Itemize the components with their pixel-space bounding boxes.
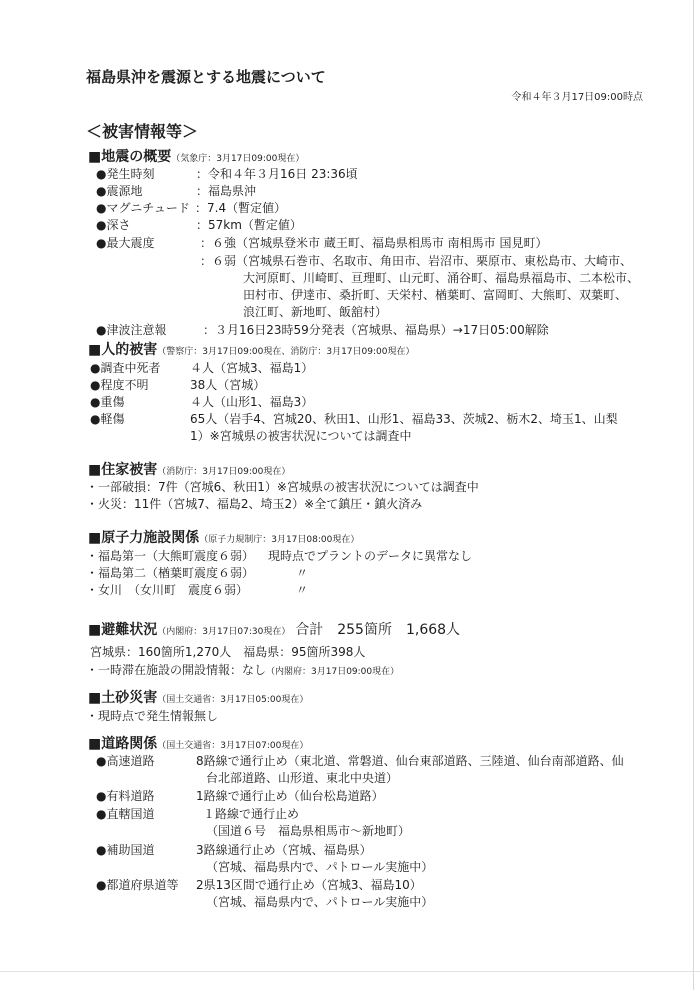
expressway-value-line-1: 8路線で通行止め（東北道、常磐道、仙台東部道路、三陸道、仙台南部道路、仙 xyxy=(196,754,624,768)
missing-value: 38人（宮城） xyxy=(190,378,266,392)
quake-time-label: ●発生時刻 xyxy=(96,167,155,181)
minor-injury-value-line-1: 65人（岩手4、宮城20、秋田1、山形1、福島33、茨城2、栃木2、埼玉1、山梨 xyxy=(190,412,618,426)
housing-source: （消防庁：3月17日09:00現在） xyxy=(157,467,291,477)
nuclear-fukushima-2: ・福島第二（楢葉町震度６弱） xyxy=(86,566,255,580)
depth-label: ●深さ xyxy=(96,218,131,232)
ditto-mark: 〃 xyxy=(296,583,309,597)
landslide-heading xyxy=(88,687,308,707)
prefectural-road-label: ●都道府県道等 xyxy=(96,878,179,892)
section-title: ＜被害情報等＞ xyxy=(86,122,199,141)
intensity-6-weak-line-1: ：６弱（宮城県石巻市、名取市、角田市、岩沼市、栗原市、東松島市、大崎市、 xyxy=(200,254,633,268)
auxiliary-road-label: ●補助国道 xyxy=(96,843,155,857)
max-intensity-label: ●最大震度 xyxy=(96,236,155,250)
earthquake-heading xyxy=(88,146,304,166)
dead-value: ４人（宮城3、福島1） xyxy=(190,361,314,375)
evacuation-by-prefecture: 宮城県：160箇所1,270人 福島県：95箇所398人 xyxy=(90,645,366,659)
missing-label: ●程度不明 xyxy=(90,378,149,392)
roads-source: （国土交通省：3月17日07:00現在） xyxy=(157,741,309,751)
housing-heading xyxy=(88,459,290,479)
housing-line-1: ・一部破損：7件（宮城6、秋田1）※宮城県の被害状況については調査中 xyxy=(86,480,479,494)
temporary-facility-source: （内閣府：3月17日09:00現在） xyxy=(266,667,400,677)
roads-heading-text: ■道路関係 xyxy=(88,736,158,752)
magnitude-value: ：7.4（暫定値） xyxy=(195,201,287,215)
auxiliary-road-value-line-1: 3路線通行止め（宮城、福島県） xyxy=(196,843,372,857)
serious-injury-label: ●重傷 xyxy=(90,395,125,409)
depth-value: ：57km（暫定値） xyxy=(196,218,302,232)
quake-time-value: ：令和４年３月16日 23:36頃 xyxy=(196,167,358,181)
page-edge-right xyxy=(693,0,694,990)
dead-label: ●調査中死者 xyxy=(90,361,161,375)
temporary-facility-info xyxy=(86,661,399,678)
expressway-value-line-2: 台北部道路、山形道、東北中央道） xyxy=(206,771,399,785)
epicenter-label: ●震源地 xyxy=(96,184,143,198)
epicenter-value: ：福島県沖 xyxy=(196,184,257,198)
nuclear-source: （原子力規制庁：3月17日08:00現在） xyxy=(199,535,360,545)
intensity-6-weak-line-3: 田村市、伊達市、桑折町、天栄村、楢葉町、富岡町、大熊町、双葉町、 xyxy=(243,288,628,302)
landslide-heading-text: ■土砂災害 xyxy=(88,690,158,706)
landslide-line-1: ・現時点で発生情報無し xyxy=(86,709,219,723)
nuclear-fukushima-1: ・福島第一（大熊町震度６弱） xyxy=(86,549,255,563)
housing-line-2: ・火災：11件（宮城7、福島2、埼玉2）※全て鎮圧・鎮火済み xyxy=(86,497,423,511)
toll-road-value: 1路線で通行止め（仙台松島道路） xyxy=(196,789,384,803)
evacuation-heading-text: ■避難状況 xyxy=(88,622,158,638)
evacuation-source: （内閣府：3月17日07:30現在） xyxy=(157,627,291,637)
earthquake-heading-text: ■地震の概要 xyxy=(88,149,172,165)
tsunami-label: ●津波注意報 xyxy=(96,323,167,337)
auxiliary-road-value-line-2: （宮城、福島県内で、パトロール実施中） xyxy=(206,860,434,874)
minor-injury-value-line-2: 1）※宮城県の被害状況については調査中 xyxy=(190,429,412,443)
national-road-value-line-2: （国道６号 福島県相馬市～新地町） xyxy=(206,824,411,838)
magnitude-label: ●マグニチュード xyxy=(96,201,190,215)
nuclear-status-note: 現時点でプラントのデータに異常なし xyxy=(268,549,473,563)
intensity-6-weak-line-2: 大河原町、川崎町、亘理町、山元町、涌谷町、福島県福島市、二本松市、 xyxy=(243,271,640,285)
casualties-heading-text: ■人的被害 xyxy=(88,342,158,358)
intensity-6-strong: ：６強（宮城県登米市 蔵王町、福島県相馬市 南相馬市 国見町） xyxy=(200,236,548,250)
minor-injury-label: ●軽傷 xyxy=(90,412,125,426)
national-road-value-line-1: １路線で通行止め xyxy=(203,807,300,821)
evacuation-heading xyxy=(88,619,460,639)
ditto-mark: 〃 xyxy=(296,566,309,580)
prefectural-road-value-line-2: （宮城、福島県内で、パトロール実施中） xyxy=(206,895,434,909)
national-road-label: ●直轄国道 xyxy=(96,807,155,821)
roads-heading xyxy=(88,733,308,753)
casualties-source: （警察庁：3月17日09:00現在、消防庁：3月17日09:00現在） xyxy=(157,347,415,357)
earthquake-source: （気象庁：3月17日09:00現在） xyxy=(171,154,305,164)
evacuation-total: 合計 255箇所 1,668人 xyxy=(295,622,461,638)
nuclear-heading-text: ■原子力施設関係 xyxy=(88,530,200,546)
nuclear-onagawa: ・女川 （女川町 震度６弱） xyxy=(86,583,249,597)
temporary-facility-text: ・一時滞在施設の開設情報：なし xyxy=(86,663,267,677)
landslide-source: （国土交通省：3月17日05:00現在） xyxy=(157,695,309,705)
page-edge-bottom xyxy=(0,971,700,972)
serious-injury-value: ４人（山形1、福島3） xyxy=(190,395,314,409)
intensity-6-weak-line-4: 浪江町、新地町、飯舘村） xyxy=(243,305,388,319)
toll-road-label: ●有料道路 xyxy=(96,789,155,803)
housing-heading-text: ■住家被害 xyxy=(88,462,158,478)
document-title: 福島県沖を震源とする地震について xyxy=(86,68,326,86)
tsunami-value: ：３月16日23時59分発表（宮城県、福島県）→17日05:00解除 xyxy=(203,323,549,337)
casualties-heading xyxy=(88,339,414,359)
nuclear-heading xyxy=(88,527,359,547)
expressway-label: ●高速道路 xyxy=(96,754,155,768)
report-datetime: 令和４年３月17日09:00時点 xyxy=(511,92,643,103)
prefectural-road-value-line-1: 2県13区間で通行止め（宮城3、福島10） xyxy=(196,878,422,892)
